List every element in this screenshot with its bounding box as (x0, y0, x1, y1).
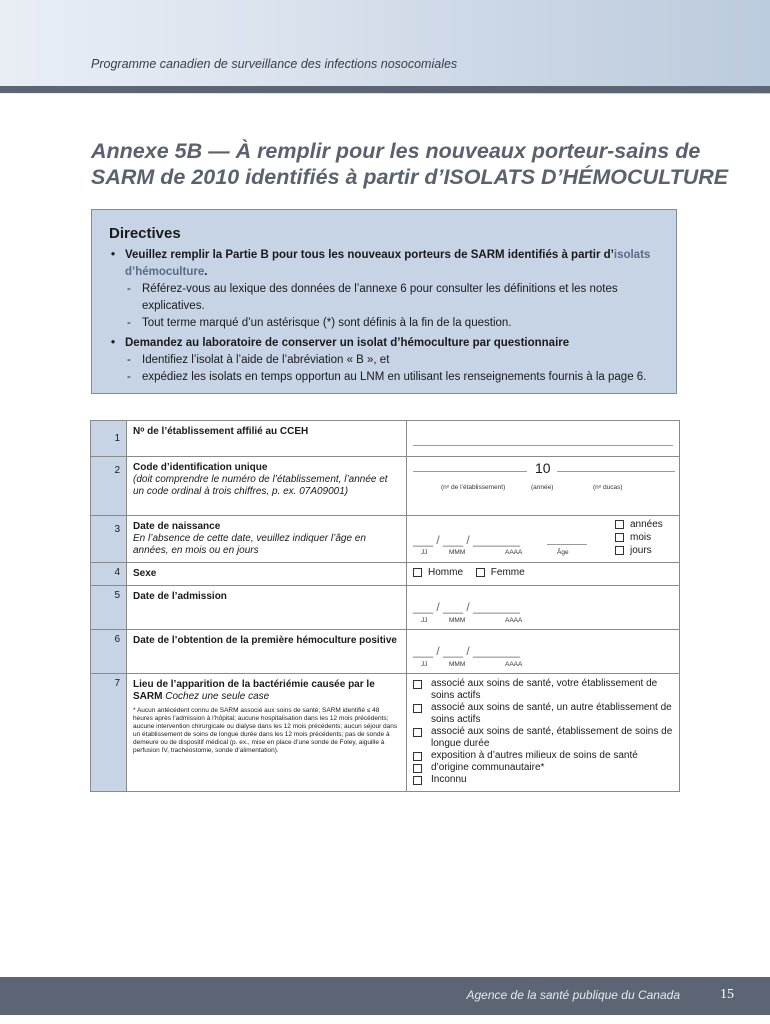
table-row (91, 630, 680, 674)
onset-option[interactable]: Inconnu (413, 774, 673, 786)
table-row (91, 674, 680, 792)
onset-location-options (407, 674, 680, 792)
table-row (91, 457, 680, 516)
page-header (0, 0, 770, 94)
row-number: 4 (91, 563, 127, 586)
onset-option[interactable]: associé aux soins de santé, votre établissement de soins actifs (413, 678, 673, 702)
sex-field (407, 563, 680, 586)
accent-text: isolats d’hémoculture (125, 249, 651, 278)
directives-box (91, 209, 677, 394)
checkbox-icon (413, 752, 422, 761)
table-row (91, 586, 680, 630)
checkbox-icon (413, 704, 422, 713)
birth-date-field[interactable]: ___ / ___ / _______ JJ MMM AAAA Âge années mois jours (407, 516, 680, 563)
row-label: Sexe (127, 563, 407, 586)
table-row (91, 563, 680, 586)
directive-sub-1-2: - Tout terme marqué d’un astérisque (*) sont définis à la fin de la question. (127, 317, 512, 329)
directive-sub-1-1: - Référez-vous au lexique des données de l’annexe 6 pour consulter les définitions et les notes explicatives. (127, 283, 618, 312)
option-homme[interactable]: Homme (413, 567, 463, 578)
onset-option[interactable]: d’origine communautaire* (413, 762, 673, 774)
row-number: 3 (91, 516, 127, 563)
culture-date-field[interactable]: ___ / ___ / _______ JJ MMM AAAA (407, 630, 680, 674)
checkbox-icon (615, 533, 624, 542)
title-line-2: SARM de 2010 identifiés à partir d’ISOLATS D’HÉMOCULTURE (91, 165, 729, 189)
unique-id-field[interactable]: 10 (nᵒ de l’établissement) (année) (nᵒ ducas) (407, 457, 680, 516)
checkbox-icon (476, 568, 485, 577)
checkbox-icon (413, 728, 422, 737)
title-line-1: Annexe 5B — À remplir pour les nouveaux porteur-sains de (91, 139, 701, 163)
header-rule (0, 86, 770, 93)
checkbox-icon (413, 680, 422, 689)
row-label: Date de l’obtention de la première hémoculture positive (127, 630, 407, 674)
document-title (91, 138, 731, 190)
row-label: Date de naissance En l’absence de cette date, veuillez indiquer l’âge en années, en mois ou en jours (127, 516, 407, 563)
option-jours[interactable]: jours (615, 544, 663, 557)
option-femme[interactable]: Femme (476, 567, 525, 578)
page-number: 15 (720, 987, 734, 1002)
year-value: 10 (535, 460, 551, 476)
row-number: 6 (91, 630, 127, 674)
directive-bullet-1: • Veuillez remplir la Partie B pour tous les nouveaux porteurs de SARM identifiés à partir d’isolats d’hémoculture. (111, 249, 651, 278)
row-label: Code d’identification unique (doit comprendre le numéro de l’établissement, l’année et un code ordinal à trois chiffres, p. ex. 07A09001) (127, 457, 407, 516)
table-row (91, 421, 680, 457)
bullet-icon: • (111, 337, 116, 349)
row-number: 5 (91, 586, 127, 630)
checkbox-icon (413, 776, 422, 785)
form-table (90, 420, 680, 792)
row-label: Nᵒ de l’établissement affilié au CCEH (127, 421, 407, 457)
option-annees[interactable]: années (615, 518, 663, 531)
directive-bullet-2: • Demandez au laboratoire de conserver un isolat d’hémoculture par questionnaire (109, 335, 669, 352)
row-label: Lieu de l’apparition de la bactériémie causée par le SARM Cochez une seule case * Aucun antécédent connu de SARM associé aux soins de santé; SARM identifié ≤ 48 heures après l’admission à l’hôpital; aucune hospitalisation dans les 12 mois précédents; aucune intervention chirurgicale ou dialyse dans les 12 mois précédents; aucun séjour dans un établissement de soins de longue durée dans les 12 mois précédents; pas de sonde à demeure ou de dispositif médical (p. ex., mise en place d’une sonde de Foley, aiguille à perfusion IV, trachéostomie, sonde d’alimentation). (127, 674, 407, 792)
establishment-number-field[interactable] (407, 421, 680, 457)
program-title: Programme canadien de surveillance des infections nosocomiales (91, 57, 458, 71)
row-number: 2 (91, 457, 127, 516)
checkbox-icon (615, 546, 624, 555)
row-number: 7 (91, 674, 127, 792)
row-number: 1 (91, 421, 127, 457)
directives-body (109, 247, 669, 386)
footnote: * Aucun antécédent connu de SARM associé aux soins de santé; SARM identifié ≤ 48 heures après l’admission à l’hôpital; aucune hospitalisation dans les 12 mois précédents; aucune intervention chirurgicale ou dialyse dans les 12 mois précédents; aucun séjour dans un établissement de soins de longue durée dans les 12 mois précédents; pas de sonde à demeure ou de dispositif médical (p. ex., mise en place d’une sonde de Foley, aiguille à perfusion IV, trachéostomie, sonde d’alimentation). (133, 707, 398, 754)
admission-date-field[interactable]: ___ / ___ / _______ JJ MMM AAAA (407, 586, 680, 630)
age-field[interactable] (547, 544, 587, 545)
onset-option[interactable]: associé aux soins de santé, établissement de soins de longue durée (413, 726, 673, 750)
age-unit-options (615, 518, 663, 557)
footer-agency: Agence de la santé publique du Canada (466, 988, 680, 1002)
directive-sub-2-1: - Identifiez l’isolat à l’aide de l’abréviation « B », et (127, 354, 390, 366)
onset-option[interactable]: exposition à d’autres milieux de soins de santé (413, 750, 673, 762)
onset-option[interactable]: associé aux soins de santé, un autre établissement de soins actifs (413, 702, 673, 726)
table-row (91, 516, 680, 563)
directives-heading: Directives (109, 225, 181, 242)
bullet-icon: • (111, 249, 116, 261)
option-mois[interactable]: mois (615, 531, 663, 544)
row-label: Date de l’admission (127, 586, 407, 630)
checkbox-icon (615, 520, 624, 529)
directive-sub-2-2: - expédiez les isolats en temps opportun au LNM en utilisant les renseignements fournis à la page 6. (127, 371, 647, 383)
checkbox-icon (413, 568, 422, 577)
page-footer (0, 977, 770, 1015)
checkbox-icon (413, 764, 422, 773)
